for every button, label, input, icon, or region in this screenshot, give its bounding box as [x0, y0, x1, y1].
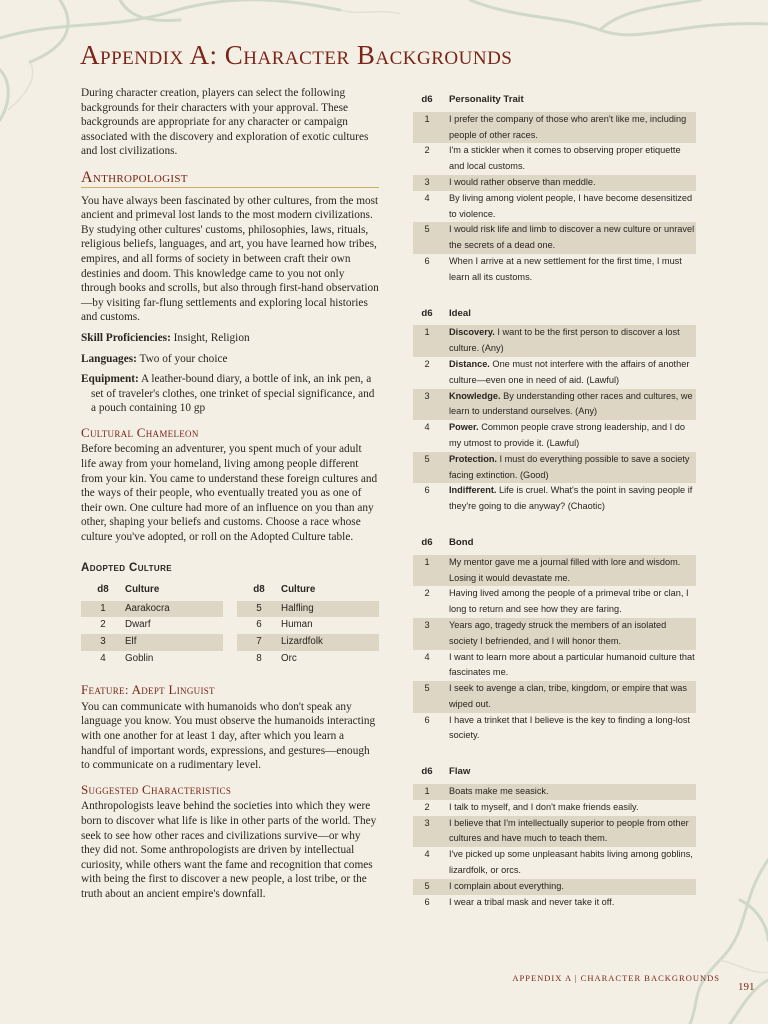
table-row: [81, 601, 223, 618]
bond-text: My mentor gave me a journal filled with lore and wisdom. Losing it would devastate me.: [441, 555, 696, 587]
table-row: [237, 651, 379, 668]
culture-header: Culture: [281, 584, 316, 596]
table-row: [237, 634, 379, 651]
page-title: Appendix A: Character Backgrounds: [80, 40, 513, 70]
table-row: [413, 112, 696, 144]
ideal-text: Life is cruel. What's the point in saving people if they're going to die anyway? (Chaotic): [449, 485, 693, 512]
flaw-text: I've picked up some unpleasant habits living among goblins, lizardfolk, or orcs.: [449, 849, 693, 876]
table-row: [413, 452, 696, 484]
ideal-entry: [441, 420, 696, 452]
culture-name: Dwarf: [125, 619, 151, 631]
roll-number: 5: [413, 222, 441, 254]
feature-heading: Feature: Adept Linguist: [81, 682, 215, 698]
roll-number: 4: [424, 422, 430, 433]
table-row: [413, 325, 696, 357]
table-row: [413, 879, 696, 895]
table-row: [413, 357, 696, 389]
trait-text: I prefer the company of those who aren't like me, including people of other races.: [441, 112, 696, 144]
table-row: [81, 651, 223, 668]
table-row: [413, 389, 696, 421]
table-row: [413, 713, 696, 745]
ideal-text: One must not interfere with the affairs of another culture—even one in need of aid. (Lawful): [449, 358, 690, 385]
ideal-table: [413, 306, 696, 515]
table-row: [81, 634, 223, 651]
roll-number: 1: [413, 325, 441, 357]
culture-name: Elf: [125, 634, 223, 651]
ideal-entry: [441, 389, 696, 421]
flaw-text: I complain about everything.: [441, 879, 696, 895]
trait-text: I'm a stickler when it comes to observing proper etiquette and local customs.: [449, 145, 681, 172]
ideal-name: Knowledge.: [449, 390, 501, 401]
ideal-name: Protection.: [449, 453, 497, 464]
roll-number: 2: [424, 588, 430, 599]
roll-number: 5: [413, 681, 441, 713]
roll-number: 3: [413, 816, 441, 848]
table-row: [413, 254, 696, 286]
table-row: [413, 618, 696, 650]
roll-number: 2: [424, 358, 430, 369]
adopted-culture-table-left: [81, 581, 223, 667]
table-row: [413, 222, 696, 254]
flaw-text: Boats make me seasick.: [441, 784, 696, 800]
bond-text: I seek to avenge a clan, tribe, kingdom, or empire that was wiped out.: [441, 681, 696, 713]
ideal-entry: [441, 483, 696, 515]
personality-header: Personality Trait: [449, 94, 524, 105]
skill-label: Skill Proficiencies:: [81, 331, 171, 344]
feature-text: You can communicate with humanoids who don't speak any language you know. You must observe the humanoids interacting with one another for at least 1 day, after which you learn a handful of important words, expressions, and gestures—enough to communicate on a rudimentary level.: [81, 700, 376, 772]
equipment-label: Equipment:: [81, 373, 139, 386]
ideal-name: Discovery.: [449, 327, 495, 338]
ideal-entry: [441, 357, 696, 389]
table-row: [413, 800, 696, 816]
equipment: [81, 372, 379, 416]
roll-number: 4: [424, 849, 430, 860]
ideal-entry: [441, 325, 696, 357]
table-row: [413, 143, 696, 175]
die-header: d8: [253, 584, 265, 596]
roll-number: 5: [237, 601, 281, 618]
skill-value: Insight, Religion: [173, 331, 250, 344]
ideal-name: Power.: [449, 422, 479, 433]
adopted-culture-table: [81, 581, 379, 667]
table-row: [81, 617, 223, 634]
suggested-characteristics-heading: Suggested Characteristics: [81, 781, 232, 797]
flaw-table: [413, 764, 696, 910]
table-row: [413, 586, 696, 618]
table-row: [413, 681, 696, 713]
roll-number: 2: [424, 145, 430, 156]
roll-number: 7: [237, 634, 281, 651]
suggested-characteristics-text: Anthropologists leave behind the societies into which they were born to discover what life is like in other parts of the world. They seek to see how other races and civilizations survive—or why they did not. Some anthropologists are driven by intellectual curiosity, while others want the fame and recognition that comes with being the first to discover a new people, a lost tribe, or the truth about an ancient empire's downfall.: [81, 800, 377, 900]
table-row: [413, 650, 696, 682]
trait-text: I would rather observe than meddle.: [441, 175, 696, 191]
bond-text: I want to learn more about a particular humanoid culture that fascinates me.: [449, 651, 695, 678]
adopted-culture-heading: Adopted Culture: [81, 561, 172, 574]
table-row: [413, 191, 696, 223]
roll-number: 4: [424, 192, 430, 203]
roll-number: 2: [100, 619, 106, 631]
roll-number: 1: [413, 555, 441, 587]
culture-name: Lizardfolk: [281, 634, 379, 651]
trait-text: I would risk life and limb to discover a new culture or unravel the secrets of a dead one.: [441, 222, 696, 254]
ideal-name: Distance.: [449, 358, 490, 369]
table-row: [413, 847, 696, 879]
ideal-entry: [441, 452, 696, 484]
culture-header: Culture: [125, 584, 160, 596]
flaw-text: I talk to myself, and I don't make friends easily.: [449, 801, 639, 812]
roll-number: 4: [100, 652, 106, 664]
die-header: d8: [97, 584, 109, 596]
skill-proficiencies: [81, 331, 379, 346]
roll-number: 3: [81, 634, 125, 651]
table-row: [237, 617, 379, 634]
flaw-text: I wear a tribal mask and never take it off.: [449, 896, 615, 907]
trait-text: When I arrive at a new settlement for the first time, I must learn all its customs.: [449, 255, 682, 282]
flaw-header: Flaw: [449, 766, 471, 778]
page-number: 191: [738, 981, 755, 993]
roll-number: 3: [413, 618, 441, 650]
roll-number: 6: [256, 619, 262, 631]
trait-text: By living among violent people, I have become desensitized to violence.: [449, 192, 693, 219]
languages: [81, 352, 379, 367]
ideal-text: Common people crave strong leadership, and I do my utmost to provide it. (Lawful): [449, 422, 685, 448]
culture-name: Human: [281, 619, 313, 631]
culture-name: Halfling: [281, 601, 379, 618]
culture-name: Orc: [281, 652, 297, 664]
ideal-text: By understanding other races and cultures, we learn to understand ourselves. (Any): [449, 390, 693, 417]
ideal-text: I want to be the first person to discover a lost culture. (Any): [449, 327, 680, 354]
table-row: [237, 601, 379, 618]
anthropologist-description: You have always been fascinated by other cultures, from the most ancient and primeval lost lands to the most modern civilizations. By studying other cultures' customs, philosophies, laws, rituals, religious beliefs, languages, and art, you have learned how tribes, empires, and all forms of society in between craft their own destinies and doom. This knowledge came to you not only through books and scrolls, but also through first-hand observation—by visiting far-flung settlements and exploring local histories and customs.: [81, 194, 379, 324]
die-header: d6: [421, 536, 433, 548]
ideal-text: I must do everything possible to save a society facing extinction. (Good): [449, 453, 690, 480]
adopted-culture-table-right: [237, 581, 379, 667]
roll-number: 2: [424, 801, 430, 812]
roll-number: 6: [424, 714, 430, 725]
anthropologist-heading: Anthropologist: [81, 171, 379, 188]
cultural-chameleon-text: Before becoming an adventurer, you spent much of your adult life away from your homeland, living among people different from your kin. You came to understand these foreign cultures and the ways of their people, who eventually treated you as one of their own. One culture had more of an influence on you than any other, shaping your beliefs and customs. Choose a race whose culture you've adopted, or roll on the Adopted Culture table.: [81, 443, 378, 544]
roll-number: 8: [256, 652, 262, 664]
personality-trait-table: [413, 92, 696, 286]
roll-number: 1: [413, 784, 441, 800]
cultural-chameleon-heading: Cultural Chameleon: [81, 424, 199, 440]
right-column: [413, 92, 696, 930]
roll-number: 6: [424, 896, 430, 907]
bond-header: Bond: [449, 536, 474, 548]
flaw-text: I believe that I'm intellectually superior to people from other cultures and have much to teach them.: [441, 816, 696, 848]
table-row: [413, 816, 696, 848]
die-header: d6: [421, 94, 433, 105]
roll-number: 1: [81, 601, 125, 618]
intro-paragraph: During character creation, players can select the following backgrounds for their characters with your approval. These backgrounds are appropriate for any character or campaign associated with the discovery and exploration of exotic cultures and lost civilizations.: [81, 87, 369, 158]
languages-label: Languages:: [81, 352, 137, 365]
roll-number: 3: [413, 175, 441, 191]
die-header: d6: [421, 307, 433, 319]
page-footer: APPENDIX A | CHARACTER BACKGROUNDS: [512, 973, 720, 983]
roll-number: 3: [413, 389, 441, 421]
bond-text: Years ago, tragedy struck the members of an isolated society I befriended, and I will honor them.: [441, 618, 696, 650]
roll-number: 1: [413, 112, 441, 144]
bond-text: Having lived among the people of a primeval tribe or clan, I long to return and see how they are faring.: [449, 588, 689, 615]
table-row: [413, 784, 696, 800]
left-column: [81, 86, 379, 908]
roll-number: 5: [413, 452, 441, 484]
table-row: [413, 420, 696, 452]
culture-name: Aarakocra: [125, 601, 223, 618]
table-row: [413, 555, 696, 587]
table-row: [413, 175, 696, 191]
ideal-header: Ideal: [449, 307, 471, 319]
ideal-name: Indifferent.: [449, 485, 497, 496]
roll-number: 6: [424, 255, 430, 266]
roll-number: 4: [424, 651, 430, 662]
bond-text: I have a trinket that I believe is the key to finding a long-lost society.: [449, 714, 691, 741]
roll-number: 6: [424, 485, 430, 496]
die-header: d6: [421, 766, 433, 778]
table-row: [413, 483, 696, 515]
bond-table: [413, 535, 696, 744]
languages-value: Two of your choice: [139, 352, 228, 365]
roll-number: 5: [413, 879, 441, 895]
table-row: [413, 895, 696, 911]
culture-name: Goblin: [125, 652, 154, 664]
equipment-value: A leather-bound diary, a bottle of ink, an ink pen, a set of traveler's clothes, one trinket of special significance, and a pouch containing 10 gp: [91, 373, 375, 415]
